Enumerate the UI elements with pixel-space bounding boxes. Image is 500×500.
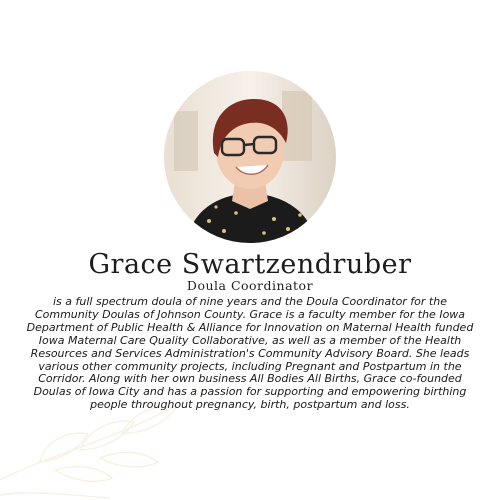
profile-role: Doula Coordinator bbox=[186, 278, 314, 293]
profile-name: Grace Swartzendruber bbox=[88, 249, 412, 280]
profile-photo bbox=[164, 71, 336, 243]
portrait-photo bbox=[164, 71, 336, 243]
profile-bio: is a full spectrum doula of nine years and the Doula Coordinator for the Community Doulas of Johnson County. Grace is a faculty member for the Iowa Department of Public Health & Alliance for Innovation on Maternal Health funded Iowa Maternal Care Quality Collaborative, as well as a member of the Health Resources and Services Administration's Community Advisory Board. She leads various other community projects, including Pregnant and Postpartum in the Corridor. Along with her own business All Bodies All Births, Grace co-founded Doulas of Iowa City and has a passion for supporting and empowering birthing people throughout pregnancy, birth, postpartum and loss. bbox=[26, 295, 474, 412]
